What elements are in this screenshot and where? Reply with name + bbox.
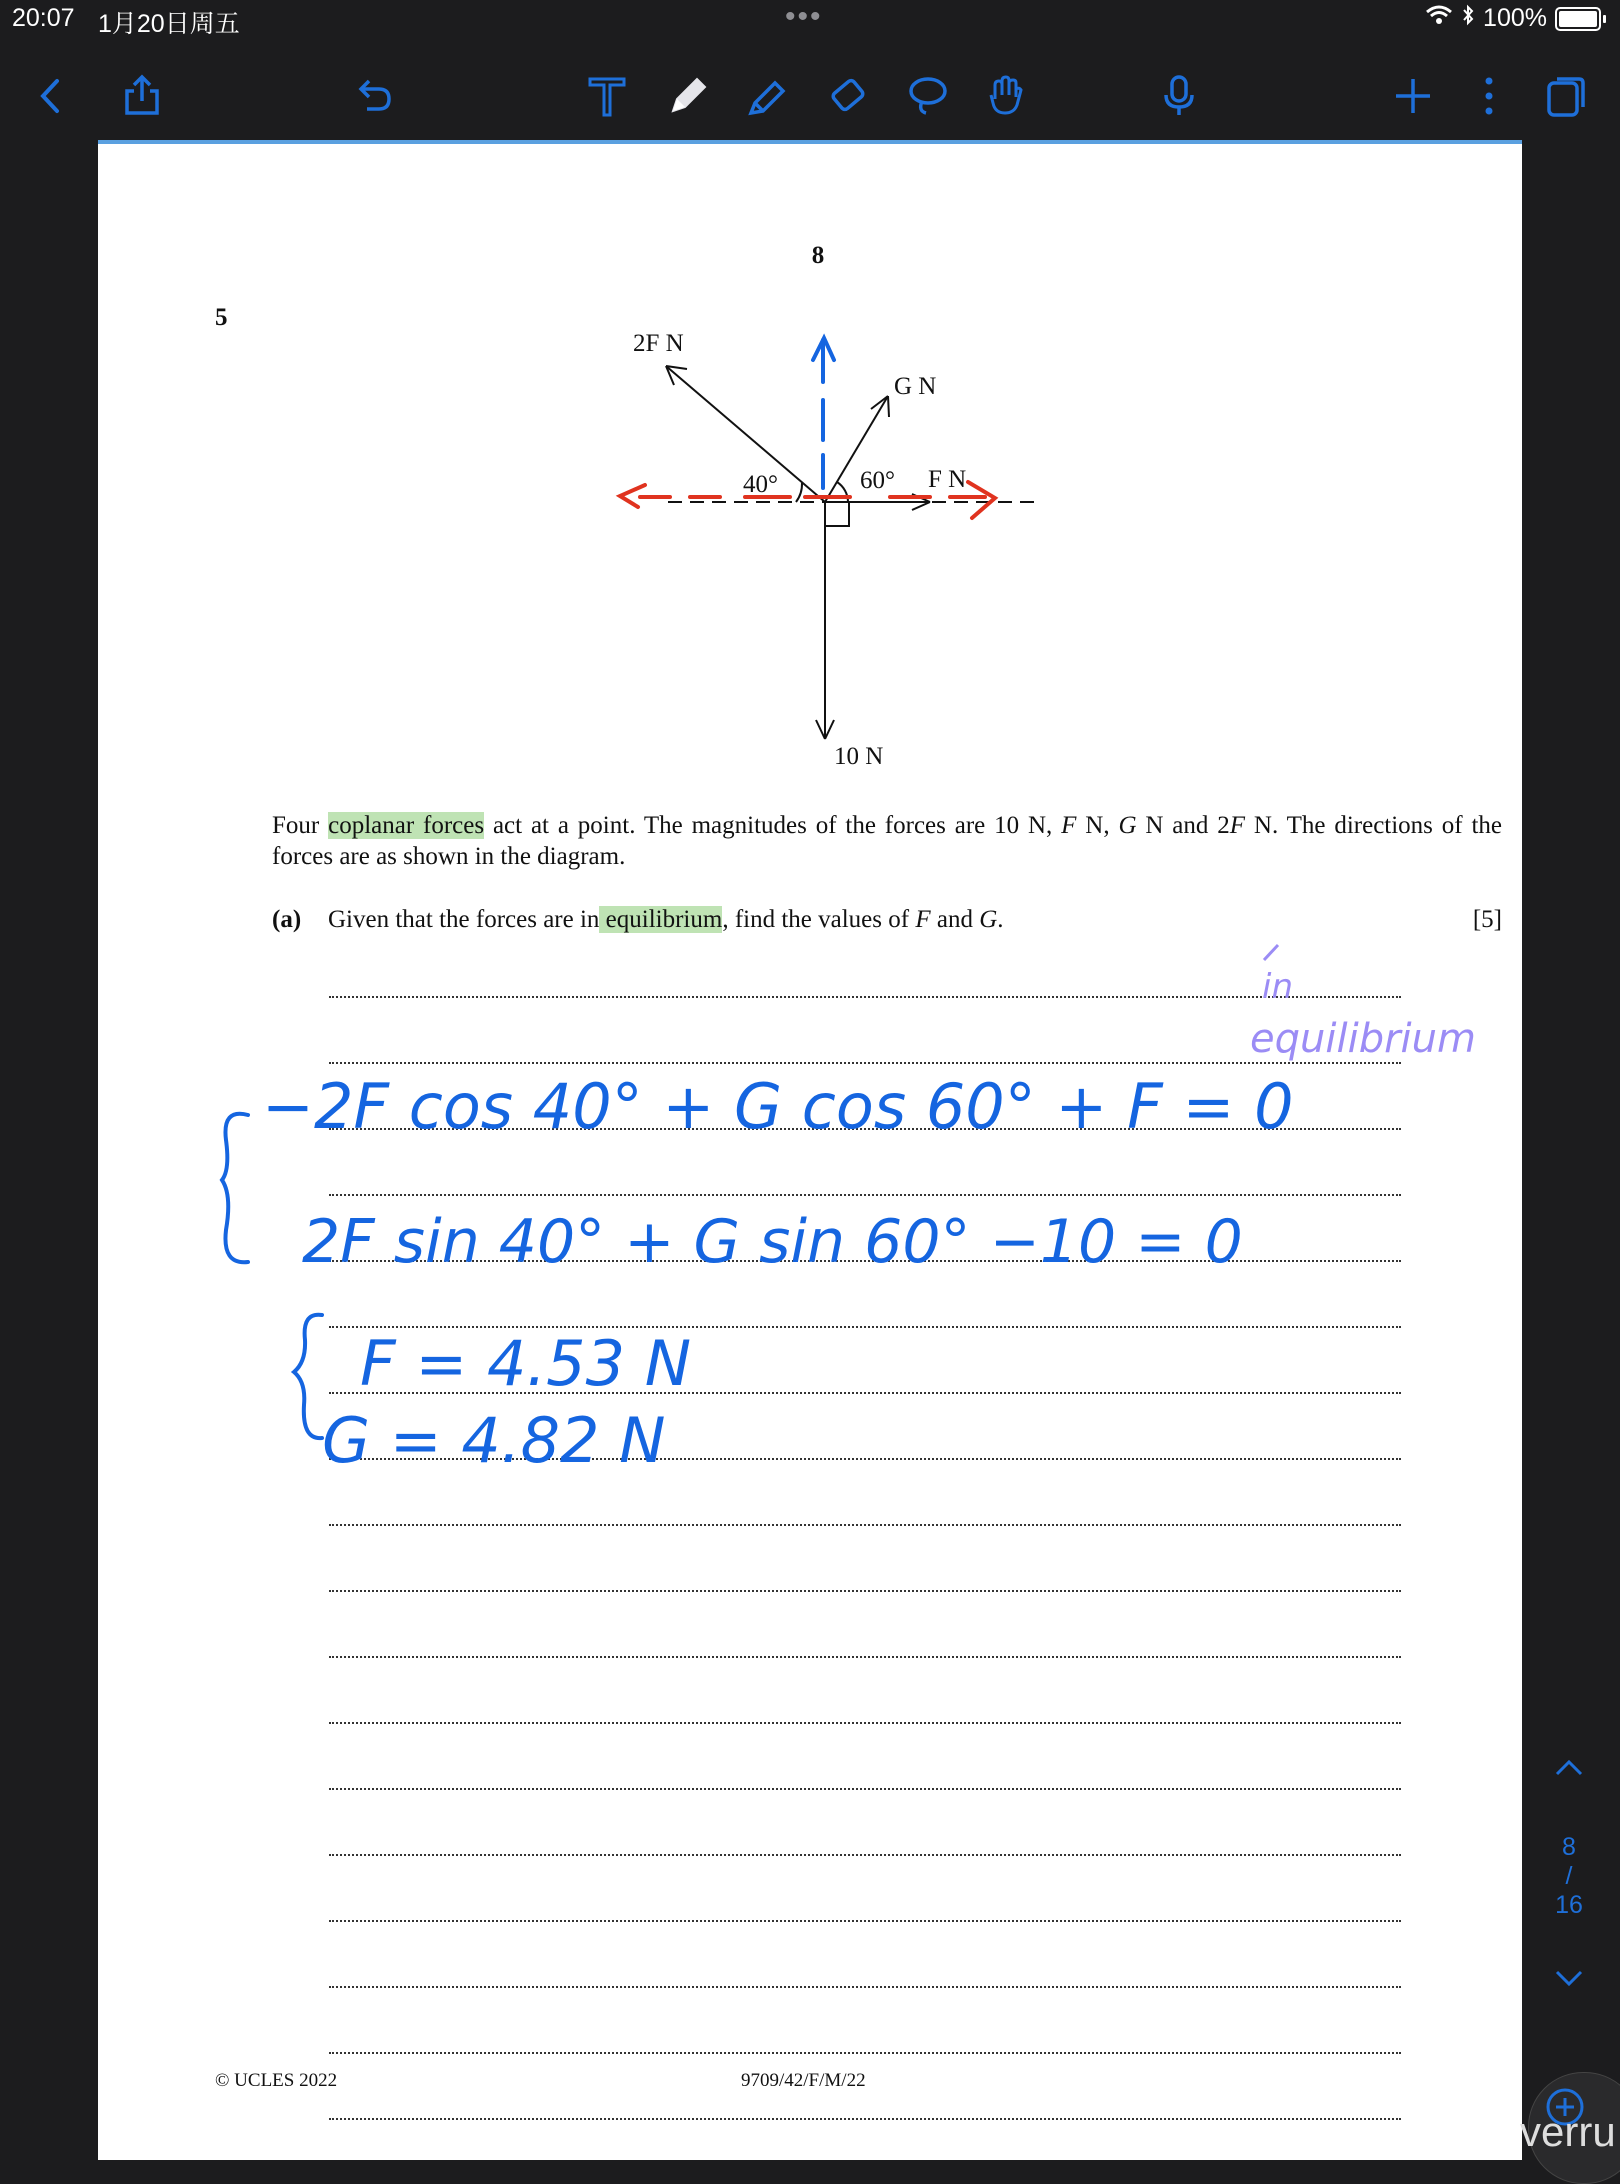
ink-answer-f: F = 4.53 N	[360, 1327, 692, 1400]
microphone-icon[interactable]	[1151, 68, 1207, 124]
label-2f: 2F N	[633, 330, 684, 357]
label-g: G N	[894, 373, 937, 400]
answer-line	[329, 1392, 1401, 1394]
ink-answer-g: G = 4.82 N	[322, 1404, 666, 1477]
ink-equation-2: 2F sin 40° + G sin 60° −10 = 0	[302, 1207, 1243, 1277]
back-icon[interactable]	[24, 68, 80, 124]
ink-equation-1: −2F cos 40° + G cos 60° + F = 0	[262, 1070, 1294, 1143]
var-f: F	[1229, 812, 1246, 839]
answer-line	[329, 1590, 1401, 1592]
text-span: Four	[272, 812, 329, 839]
status-date: 1月20日周五	[98, 10, 240, 38]
marks: [5]	[1472, 906, 1502, 933]
chevron-down-icon	[1549, 1964, 1589, 1994]
more-icon[interactable]	[1461, 68, 1517, 124]
highlighter-icon[interactable]	[740, 68, 796, 124]
bluetooth-icon	[1461, 4, 1475, 33]
answer-line	[329, 1788, 1401, 1790]
text-tool-icon[interactable]	[579, 68, 635, 124]
part-a-label: (a)	[272, 906, 302, 933]
answer-line	[329, 1062, 1401, 1064]
pen-icon[interactable]	[660, 68, 716, 124]
status-right	[1425, 4, 1606, 33]
toolbar	[0, 48, 1620, 140]
text-span: N and 2	[1136, 812, 1230, 839]
footer-code: 9709/42/F/M/22	[741, 2070, 866, 2091]
text-span: .	[997, 906, 1004, 933]
answer-line	[329, 1128, 1401, 1130]
answer-lines[interactable]	[329, 144, 1401, 2160]
page-navigator	[1538, 1752, 1600, 2002]
answer-line	[329, 1986, 1401, 1988]
status-bar	[0, 0, 1620, 40]
answer-line	[329, 1326, 1401, 1328]
answer-line	[329, 1194, 1401, 1196]
text-span: N,	[1076, 812, 1119, 839]
partial-overlay-text: verru	[1520, 2108, 1616, 2155]
label-f: F N	[928, 466, 967, 493]
total-pages: 16	[1555, 1891, 1583, 1919]
undo-icon[interactable]	[346, 68, 402, 124]
note-equilibrium: equilibrium	[1250, 1016, 1476, 1062]
page-separator: /	[1565, 1862, 1573, 1890]
highlight-equilibrium: equilibrium	[599, 906, 723, 933]
battery-percent: 100%	[1483, 4, 1547, 32]
page-number: 8	[811, 242, 825, 269]
label-angle-40: 40°	[743, 471, 778, 498]
answer-line	[329, 1524, 1401, 1526]
eraser-icon[interactable]	[820, 68, 876, 124]
answer-line	[329, 1458, 1401, 1460]
answer-line	[329, 1260, 1401, 1262]
answer-line	[329, 2118, 1401, 2120]
label-10: 10 N	[834, 743, 884, 770]
answer-line	[329, 996, 1401, 998]
highlight-coplanar: coplanar forces	[328, 812, 485, 839]
footer-copyright: © UCLES 2022	[215, 2070, 338, 2091]
note-in: in	[1262, 967, 1293, 1007]
var-f: F	[1061, 812, 1077, 839]
text-span: , find the values of	[722, 906, 916, 933]
page-down-button[interactable]	[1538, 1964, 1600, 2001]
page-up-button[interactable]	[1538, 1752, 1600, 1789]
answer-line	[329, 1656, 1401, 1658]
answer-line	[329, 2052, 1401, 2054]
document-page[interactable]	[98, 144, 1522, 2160]
var-f: F	[915, 906, 931, 933]
battery-icon	[1555, 7, 1601, 31]
multitasking-dots[interactable]: •••	[785, 0, 823, 33]
var-g: G	[1118, 812, 1137, 839]
wifi-icon	[1425, 4, 1453, 33]
var-g: G	[979, 906, 998, 933]
answer-line	[329, 1920, 1401, 1922]
answer-line	[329, 1722, 1401, 1724]
status-time: 20:07	[12, 4, 75, 32]
text-span: act at a point. The magnitudes of the forces are 10 N,	[484, 812, 1062, 839]
text-span: Given that the forces are in	[328, 906, 600, 933]
add-icon[interactable]	[1385, 68, 1441, 124]
pages-icon[interactable]	[1538, 68, 1594, 124]
text-span: and	[930, 906, 980, 933]
lasso-icon[interactable]	[899, 68, 955, 124]
battery-tip	[1603, 15, 1606, 23]
hand-icon[interactable]	[978, 68, 1034, 124]
chevron-up-icon	[1549, 1752, 1589, 1782]
answer-line	[329, 1854, 1401, 1856]
share-icon[interactable]	[114, 68, 170, 124]
text-span: N. The directions of the forces are as shown in the diagram.	[272, 812, 1503, 870]
question-number: 5	[215, 304, 228, 331]
label-angle-60: 60°	[860, 467, 895, 494]
current-page: 8	[1562, 1833, 1576, 1861]
